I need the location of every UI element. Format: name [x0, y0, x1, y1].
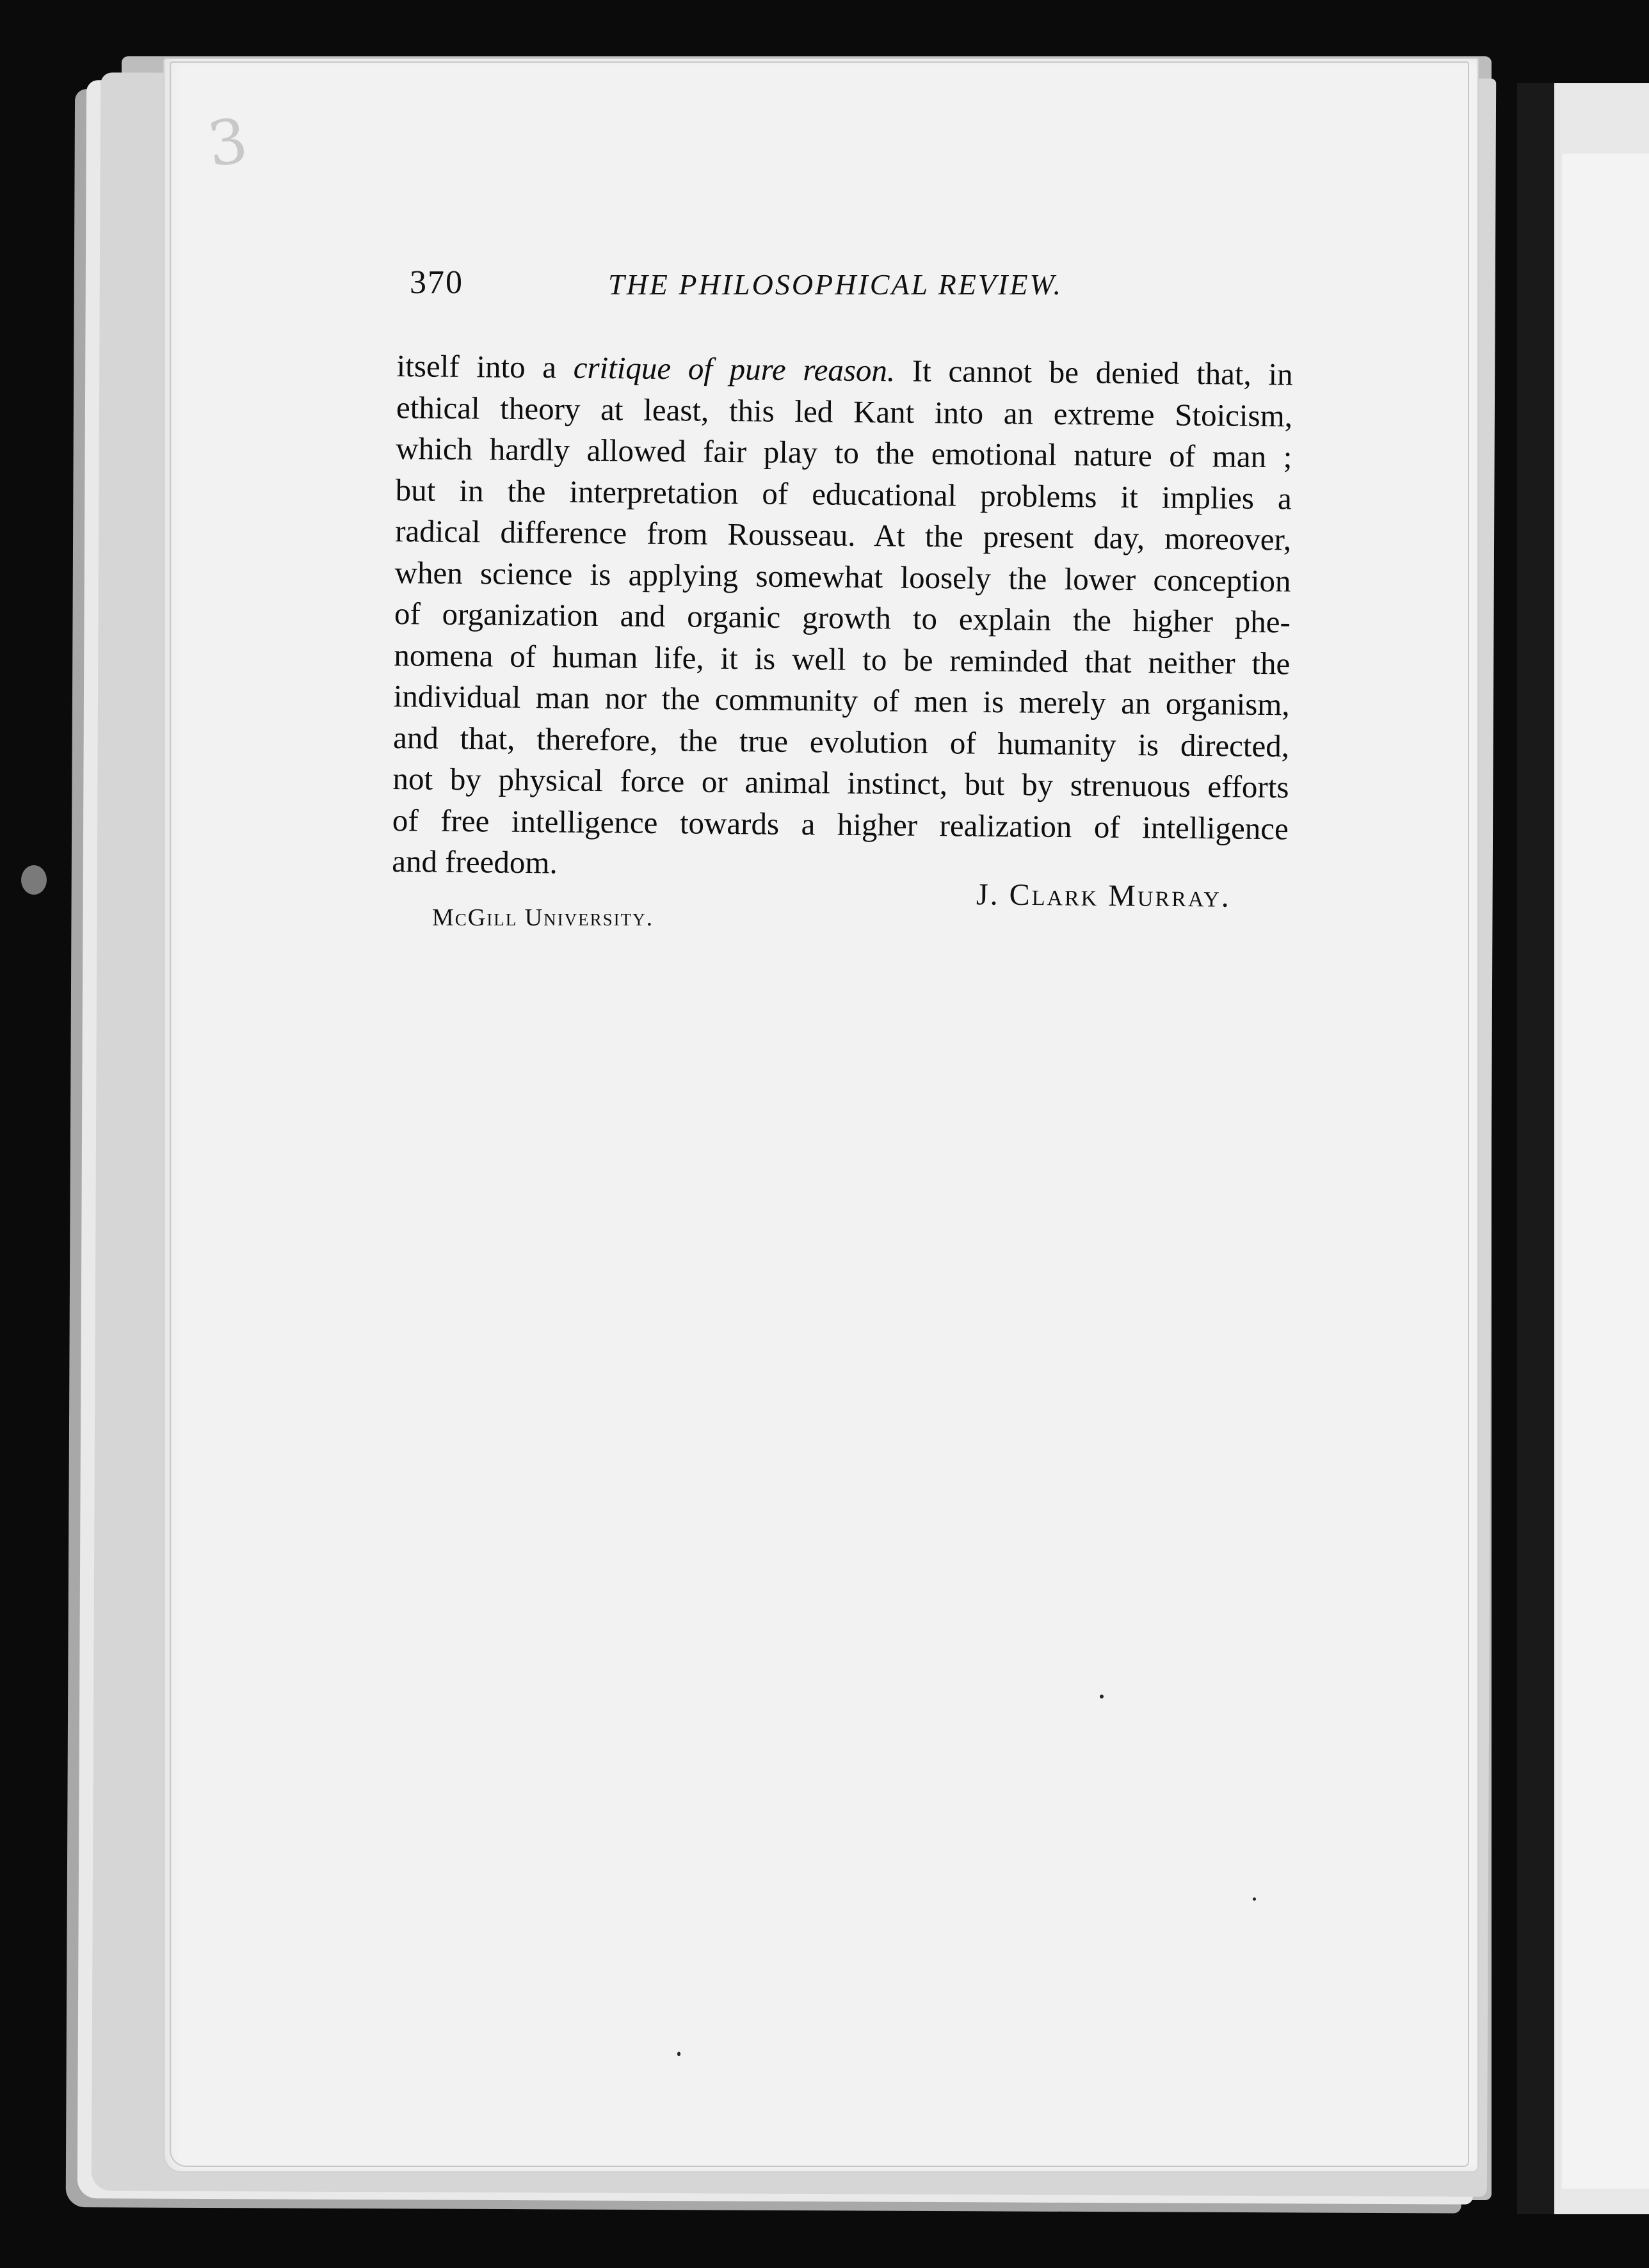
text-line: individual man nor the community of men is merely an organism,: [393, 678, 1290, 723]
running-head: [410, 264, 1306, 315]
text-line: nomena of human life, it is well to be reminded that neither the: [394, 637, 1291, 681]
text-line: which hardly allowed fair play to the emotional nature of man ;: [396, 430, 1292, 475]
text-line: but in the interpretation of educational problems it implies a: [395, 472, 1292, 516]
ink-speck: [1253, 1897, 1256, 1901]
text-line: when science is applying somewhat loosely the lower conception: [394, 554, 1291, 598]
adjacent-page-inner: [1562, 154, 1649, 2189]
body-paragraph: [392, 346, 1293, 891]
text-line: not by physical force or animal instinct, but by strenuous efforts: [392, 760, 1289, 805]
journal-title: THE PHILOSOPHICAL REVIEW.: [608, 268, 1063, 301]
italic-phrase: critique of pure reason.: [573, 349, 896, 388]
text-line: radical difference from Rousseau. At the present day, moreover,: [394, 513, 1292, 557]
text-line: and that, therefore, the true evolution of humanity is directed,: [392, 719, 1290, 763]
page-number: 370: [410, 264, 463, 301]
pencil-margin-note: 3: [203, 104, 252, 181]
author-affiliation: McGill University.: [432, 904, 654, 931]
text-line: ethical theory at least, this led Kant into an extreme Stoicism,: [396, 389, 1293, 433]
text-line: of free intelligence towards a higher realization of intelligence: [392, 802, 1289, 846]
ink-speck: [21, 865, 47, 895]
author-signature: J. Clark Murray.: [976, 877, 1232, 914]
text-run: itself into a: [396, 347, 574, 385]
text-line: and freedom.: [392, 843, 558, 881]
text-line: of organization and organic growth to explain the higher phe-: [394, 595, 1291, 640]
ink-speck: [677, 2052, 680, 2056]
text-run: It cannot be denied that, in: [894, 353, 1293, 392]
ink-speck: [1100, 1695, 1104, 1698]
